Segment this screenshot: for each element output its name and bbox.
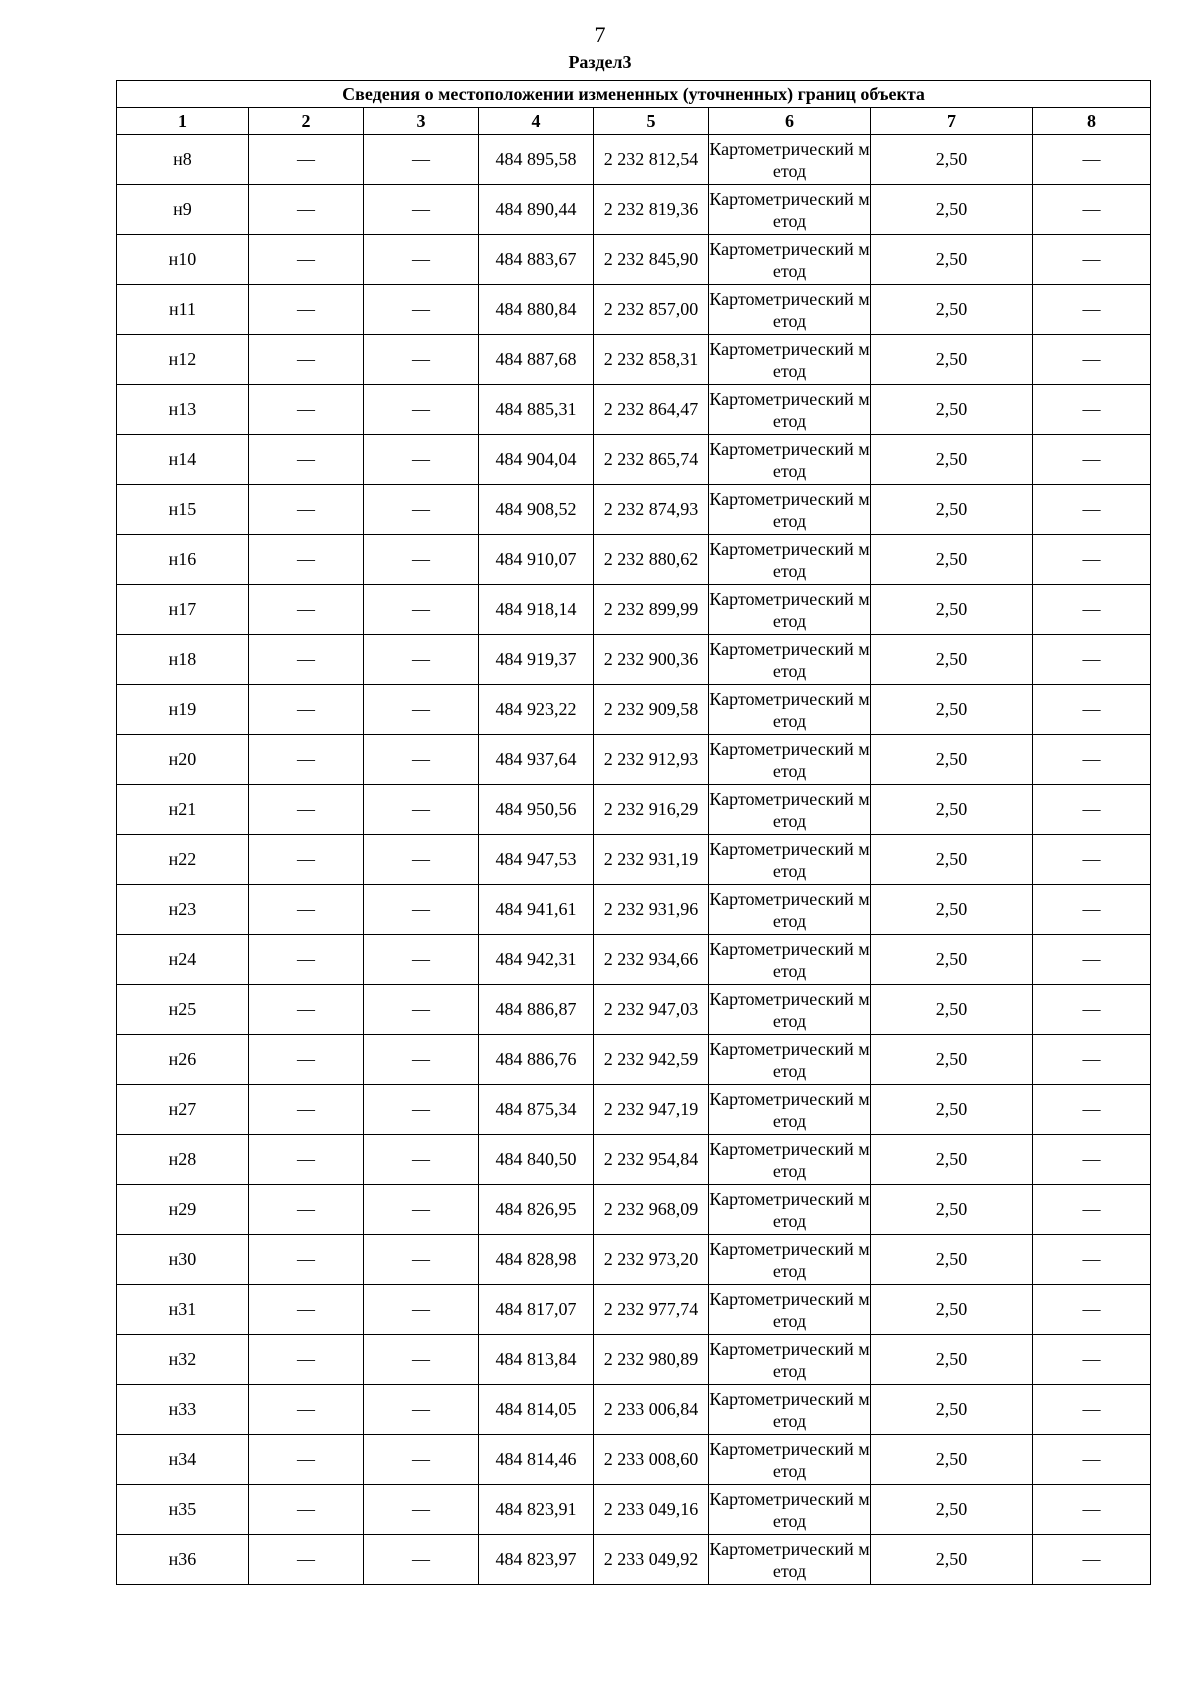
x-coordinate-cell: 484 813,84 bbox=[479, 1335, 594, 1385]
accuracy-cell: 2,50 bbox=[871, 735, 1033, 785]
empty-value-cell: — bbox=[1033, 1085, 1151, 1135]
table-row bbox=[117, 385, 1151, 435]
section-title: Раздел3 bbox=[568, 52, 632, 72]
x-coordinate-cell: 484 942,31 bbox=[479, 935, 594, 985]
x-coordinate-cell: 484 919,37 bbox=[479, 635, 594, 685]
x-coordinate-cell: 484 918,14 bbox=[479, 585, 594, 635]
empty-value-cell: — bbox=[249, 1035, 364, 1085]
y-coordinate-cell: 2 232 934,66 bbox=[594, 935, 709, 985]
y-coordinate-cell: 2 232 874,93 bbox=[594, 485, 709, 535]
point-number-cell: н24 bbox=[117, 935, 249, 985]
method-cell: Картометрический метод bbox=[709, 435, 871, 485]
empty-value-cell: — bbox=[1033, 285, 1151, 335]
x-coordinate-cell: 484 828,98 bbox=[479, 1235, 594, 1285]
empty-value-cell: — bbox=[364, 485, 479, 535]
x-coordinate-cell: 484 895,58 bbox=[479, 135, 594, 185]
table-row bbox=[117, 1435, 1151, 1485]
method-cell: Картометрический метод bbox=[709, 335, 871, 385]
empty-value-cell: — bbox=[364, 1335, 479, 1385]
table-row bbox=[117, 1535, 1151, 1585]
y-coordinate-cell: 2 232 880,62 bbox=[594, 535, 709, 585]
y-coordinate-cell: 2 233 006,84 bbox=[594, 1385, 709, 1435]
page-number: 7 bbox=[594, 22, 606, 47]
x-coordinate-cell: 484 947,53 bbox=[479, 835, 594, 885]
x-coordinate-cell: 484 908,52 bbox=[479, 485, 594, 535]
empty-value-cell: — bbox=[1033, 785, 1151, 835]
table-row bbox=[117, 1285, 1151, 1335]
empty-value-cell: — bbox=[364, 385, 479, 435]
y-coordinate-cell: 2 232 812,54 bbox=[594, 135, 709, 185]
method-cell: Картометрический метод bbox=[709, 1235, 871, 1285]
empty-value-cell: — bbox=[249, 985, 364, 1035]
x-coordinate-cell: 484 885,31 bbox=[479, 385, 594, 435]
y-coordinate-cell: 2 232 980,89 bbox=[594, 1335, 709, 1385]
method-cell: Картометрический метод bbox=[709, 635, 871, 685]
column-number-row bbox=[117, 108, 1151, 135]
method-cell: Картометрический метод bbox=[709, 785, 871, 835]
y-coordinate-cell: 2 233 008,60 bbox=[594, 1435, 709, 1485]
empty-value-cell: — bbox=[249, 1335, 364, 1385]
method-cell: Картометрический метод bbox=[709, 1435, 871, 1485]
empty-value-cell: — bbox=[249, 285, 364, 335]
accuracy-cell: 2,50 bbox=[871, 1185, 1033, 1235]
column-number: 8 bbox=[1033, 108, 1151, 135]
empty-value-cell: — bbox=[249, 885, 364, 935]
method-cell: Картометрический метод bbox=[709, 135, 871, 185]
point-number-cell: н25 bbox=[117, 985, 249, 1035]
accuracy-cell: 2,50 bbox=[871, 785, 1033, 835]
x-coordinate-cell: 484 937,64 bbox=[479, 735, 594, 785]
empty-value-cell: — bbox=[364, 935, 479, 985]
point-number-cell: н36 bbox=[117, 1535, 249, 1585]
method-cell: Картометрический метод bbox=[709, 585, 871, 635]
empty-value-cell: — bbox=[364, 1135, 479, 1185]
method-cell: Картометрический метод bbox=[709, 485, 871, 535]
empty-value-cell: — bbox=[364, 1085, 479, 1135]
y-coordinate-cell: 2 232 968,09 bbox=[594, 1185, 709, 1235]
empty-value-cell: — bbox=[364, 235, 479, 285]
y-coordinate-cell: 2 232 912,93 bbox=[594, 735, 709, 785]
table-caption: Сведения о местоположении измененных (уточненных) границ объекта bbox=[117, 81, 1151, 108]
table-row bbox=[117, 585, 1151, 635]
column-number: 4 bbox=[479, 108, 594, 135]
table-row bbox=[117, 185, 1151, 235]
table-row bbox=[117, 435, 1151, 485]
column-number: 3 bbox=[364, 108, 479, 135]
accuracy-cell: 2,50 bbox=[871, 1035, 1033, 1085]
empty-value-cell: — bbox=[249, 1385, 364, 1435]
y-coordinate-cell: 2 232 857,00 bbox=[594, 285, 709, 335]
accuracy-cell: 2,50 bbox=[871, 135, 1033, 185]
point-number-cell: н23 bbox=[117, 885, 249, 935]
point-number-cell: н32 bbox=[117, 1335, 249, 1385]
empty-value-cell: — bbox=[249, 585, 364, 635]
method-cell: Картометрический метод bbox=[709, 235, 871, 285]
empty-value-cell: — bbox=[364, 885, 479, 935]
empty-value-cell: — bbox=[364, 1385, 479, 1435]
y-coordinate-cell: 2 232 977,74 bbox=[594, 1285, 709, 1335]
empty-value-cell: — bbox=[249, 1135, 364, 1185]
empty-value-cell: — bbox=[249, 935, 364, 985]
empty-value-cell: — bbox=[249, 1435, 364, 1485]
table-body bbox=[117, 135, 1151, 1585]
point-number-cell: н22 bbox=[117, 835, 249, 885]
point-number-cell: н14 bbox=[117, 435, 249, 485]
method-cell: Картометрический метод bbox=[709, 1285, 871, 1335]
empty-value-cell: — bbox=[1033, 1035, 1151, 1085]
empty-value-cell: — bbox=[1033, 1285, 1151, 1335]
empty-value-cell: — bbox=[364, 435, 479, 485]
empty-value-cell: — bbox=[1033, 435, 1151, 485]
empty-value-cell: — bbox=[249, 835, 364, 885]
y-coordinate-cell: 2 232 900,36 bbox=[594, 635, 709, 685]
method-cell: Картометрический метод bbox=[709, 735, 871, 785]
table-row bbox=[117, 135, 1151, 185]
empty-value-cell: — bbox=[364, 1435, 479, 1485]
empty-value-cell: — bbox=[249, 385, 364, 435]
y-coordinate-cell: 2 232 845,90 bbox=[594, 235, 709, 285]
method-cell: Картометрический метод bbox=[709, 1035, 871, 1085]
accuracy-cell: 2,50 bbox=[871, 935, 1033, 985]
point-number-cell: н29 bbox=[117, 1185, 249, 1235]
empty-value-cell: — bbox=[364, 335, 479, 385]
table-row bbox=[117, 1235, 1151, 1285]
empty-value-cell: — bbox=[1033, 985, 1151, 1035]
empty-value-cell: — bbox=[1033, 835, 1151, 885]
empty-value-cell: — bbox=[364, 185, 479, 235]
point-number-cell: н31 bbox=[117, 1285, 249, 1335]
empty-value-cell: — bbox=[364, 585, 479, 635]
point-number-cell: н8 bbox=[117, 135, 249, 185]
x-coordinate-cell: 484 880,84 bbox=[479, 285, 594, 335]
empty-value-cell: — bbox=[1033, 535, 1151, 585]
empty-value-cell: — bbox=[249, 235, 364, 285]
method-cell: Картометрический метод bbox=[709, 885, 871, 935]
y-coordinate-cell: 2 232 819,36 bbox=[594, 185, 709, 235]
table-row bbox=[117, 335, 1151, 385]
point-number-cell: н11 bbox=[117, 285, 249, 335]
empty-value-cell: — bbox=[249, 685, 364, 735]
empty-value-cell: — bbox=[1033, 935, 1151, 985]
point-number-cell: н16 bbox=[117, 535, 249, 585]
accuracy-cell: 2,50 bbox=[871, 585, 1033, 635]
method-cell: Картометрический метод bbox=[709, 185, 871, 235]
x-coordinate-cell: 484 890,44 bbox=[479, 185, 594, 235]
accuracy-cell: 2,50 bbox=[871, 485, 1033, 535]
x-coordinate-cell: 484 883,67 bbox=[479, 235, 594, 285]
x-coordinate-cell: 484 910,07 bbox=[479, 535, 594, 585]
empty-value-cell: — bbox=[1033, 1335, 1151, 1385]
empty-value-cell: — bbox=[249, 435, 364, 485]
point-number-cell: н28 bbox=[117, 1135, 249, 1185]
point-number-cell: н27 bbox=[117, 1085, 249, 1135]
empty-value-cell: — bbox=[364, 985, 479, 1035]
accuracy-cell: 2,50 bbox=[871, 285, 1033, 335]
accuracy-cell: 2,50 bbox=[871, 1235, 1033, 1285]
x-coordinate-cell: 484 823,97 bbox=[479, 1535, 594, 1585]
y-coordinate-cell: 2 232 947,03 bbox=[594, 985, 709, 1035]
accuracy-cell: 2,50 bbox=[871, 1485, 1033, 1535]
y-coordinate-cell: 2 232 916,29 bbox=[594, 785, 709, 835]
method-cell: Картометрический метод bbox=[709, 535, 871, 585]
accuracy-cell: 2,50 bbox=[871, 635, 1033, 685]
empty-value-cell: — bbox=[1033, 1535, 1151, 1585]
method-cell: Картометрический метод bbox=[709, 1535, 871, 1585]
accuracy-cell: 2,50 bbox=[871, 185, 1033, 235]
empty-value-cell: — bbox=[364, 835, 479, 885]
empty-value-cell: — bbox=[364, 1485, 479, 1535]
empty-value-cell: — bbox=[249, 785, 364, 835]
empty-value-cell: — bbox=[1033, 185, 1151, 235]
boundary-coordinates-table bbox=[116, 80, 1151, 1585]
table-row bbox=[117, 1335, 1151, 1385]
point-number-cell: н18 bbox=[117, 635, 249, 685]
point-number-cell: н12 bbox=[117, 335, 249, 385]
empty-value-cell: — bbox=[249, 1185, 364, 1235]
accuracy-cell: 2,50 bbox=[871, 385, 1033, 435]
table-row bbox=[117, 485, 1151, 535]
empty-value-cell: — bbox=[364, 535, 479, 585]
empty-value-cell: — bbox=[1033, 685, 1151, 735]
empty-value-cell: — bbox=[1033, 1135, 1151, 1185]
empty-value-cell: — bbox=[1033, 585, 1151, 635]
table-row bbox=[117, 535, 1151, 585]
accuracy-cell: 2,50 bbox=[871, 335, 1033, 385]
point-number-cell: н17 bbox=[117, 585, 249, 635]
table-row bbox=[117, 1135, 1151, 1185]
empty-value-cell: — bbox=[364, 1285, 479, 1335]
y-coordinate-cell: 2 232 858,31 bbox=[594, 335, 709, 385]
table-row bbox=[117, 1085, 1151, 1135]
x-coordinate-cell: 484 941,61 bbox=[479, 885, 594, 935]
x-coordinate-cell: 484 814,05 bbox=[479, 1385, 594, 1435]
empty-value-cell: — bbox=[1033, 1185, 1151, 1235]
method-cell: Картометрический метод bbox=[709, 385, 871, 435]
column-number: 5 bbox=[594, 108, 709, 135]
empty-value-cell: — bbox=[1033, 1485, 1151, 1535]
method-cell: Картометрический метод bbox=[709, 985, 871, 1035]
accuracy-cell: 2,50 bbox=[871, 1085, 1033, 1135]
y-coordinate-cell: 2 232 947,19 bbox=[594, 1085, 709, 1135]
point-number-cell: н30 bbox=[117, 1235, 249, 1285]
empty-value-cell: — bbox=[249, 1535, 364, 1585]
table-row bbox=[117, 1035, 1151, 1085]
table-row bbox=[117, 735, 1151, 785]
y-coordinate-cell: 2 232 942,59 bbox=[594, 1035, 709, 1085]
accuracy-cell: 2,50 bbox=[871, 885, 1033, 935]
empty-value-cell: — bbox=[249, 1285, 364, 1335]
table-row bbox=[117, 985, 1151, 1035]
column-number: 7 bbox=[871, 108, 1033, 135]
empty-value-cell: — bbox=[1033, 335, 1151, 385]
table-row bbox=[117, 935, 1151, 985]
empty-value-cell: — bbox=[364, 785, 479, 835]
x-coordinate-cell: 484 887,68 bbox=[479, 335, 594, 385]
y-coordinate-cell: 2 232 954,84 bbox=[594, 1135, 709, 1185]
method-cell: Картометрический метод bbox=[709, 835, 871, 885]
accuracy-cell: 2,50 bbox=[871, 685, 1033, 735]
accuracy-cell: 2,50 bbox=[871, 435, 1033, 485]
accuracy-cell: 2,50 bbox=[871, 1135, 1033, 1185]
method-cell: Картометрический метод bbox=[709, 1335, 871, 1385]
table-row bbox=[117, 835, 1151, 885]
table-row bbox=[117, 885, 1151, 935]
empty-value-cell: — bbox=[249, 535, 364, 585]
empty-value-cell: — bbox=[249, 735, 364, 785]
y-coordinate-cell: 2 233 049,16 bbox=[594, 1485, 709, 1535]
x-coordinate-cell: 484 886,76 bbox=[479, 1035, 594, 1085]
accuracy-cell: 2,50 bbox=[871, 835, 1033, 885]
method-cell: Картометрический метод bbox=[709, 685, 871, 735]
accuracy-cell: 2,50 bbox=[871, 985, 1033, 1035]
table-row bbox=[117, 1385, 1151, 1435]
point-number-cell: н34 bbox=[117, 1435, 249, 1485]
point-number-cell: н20 bbox=[117, 735, 249, 785]
x-coordinate-cell: 484 814,46 bbox=[479, 1435, 594, 1485]
empty-value-cell: — bbox=[364, 735, 479, 785]
empty-value-cell: — bbox=[249, 335, 364, 385]
x-coordinate-cell: 484 823,91 bbox=[479, 1485, 594, 1535]
accuracy-cell: 2,50 bbox=[871, 1335, 1033, 1385]
empty-value-cell: — bbox=[249, 1485, 364, 1535]
y-coordinate-cell: 2 232 909,58 bbox=[594, 685, 709, 735]
x-coordinate-cell: 484 923,22 bbox=[479, 685, 594, 735]
x-coordinate-cell: 484 875,34 bbox=[479, 1085, 594, 1135]
accuracy-cell: 2,50 bbox=[871, 235, 1033, 285]
empty-value-cell: — bbox=[364, 1535, 479, 1585]
table-row bbox=[117, 1485, 1151, 1535]
method-cell: Картометрический метод bbox=[709, 285, 871, 335]
x-coordinate-cell: 484 950,56 bbox=[479, 785, 594, 835]
empty-value-cell: — bbox=[1033, 635, 1151, 685]
point-number-cell: н10 bbox=[117, 235, 249, 285]
empty-value-cell: — bbox=[1033, 385, 1151, 435]
empty-value-cell: — bbox=[249, 135, 364, 185]
accuracy-cell: 2,50 bbox=[871, 1385, 1033, 1435]
empty-value-cell: — bbox=[249, 185, 364, 235]
point-number-cell: н26 bbox=[117, 1035, 249, 1085]
accuracy-cell: 2,50 bbox=[871, 535, 1033, 585]
table-row bbox=[117, 285, 1151, 335]
y-coordinate-cell: 2 232 865,74 bbox=[594, 435, 709, 485]
empty-value-cell: — bbox=[364, 635, 479, 685]
method-cell: Картометрический метод bbox=[709, 1085, 871, 1135]
x-coordinate-cell: 484 826,95 bbox=[479, 1185, 594, 1235]
table-row bbox=[117, 635, 1151, 685]
x-coordinate-cell: 484 840,50 bbox=[479, 1135, 594, 1185]
empty-value-cell: — bbox=[249, 1235, 364, 1285]
point-number-cell: н9 bbox=[117, 185, 249, 235]
y-coordinate-cell: 2 233 049,92 bbox=[594, 1535, 709, 1585]
point-number-cell: н19 bbox=[117, 685, 249, 735]
empty-value-cell: — bbox=[1033, 485, 1151, 535]
empty-value-cell: — bbox=[364, 1185, 479, 1235]
column-number: 1 bbox=[117, 108, 249, 135]
y-coordinate-cell: 2 232 864,47 bbox=[594, 385, 709, 435]
point-number-cell: н33 bbox=[117, 1385, 249, 1435]
point-number-cell: н13 bbox=[117, 385, 249, 435]
table-row bbox=[117, 1185, 1151, 1235]
y-coordinate-cell: 2 232 931,19 bbox=[594, 835, 709, 885]
table-row bbox=[117, 785, 1151, 835]
column-number: 6 bbox=[709, 108, 871, 135]
x-coordinate-cell: 484 817,07 bbox=[479, 1285, 594, 1335]
method-cell: Картометрический метод bbox=[709, 1185, 871, 1235]
empty-value-cell: — bbox=[1033, 1235, 1151, 1285]
empty-value-cell: — bbox=[364, 285, 479, 335]
empty-value-cell: — bbox=[1033, 735, 1151, 785]
empty-value-cell: — bbox=[249, 635, 364, 685]
point-number-cell: н35 bbox=[117, 1485, 249, 1535]
accuracy-cell: 2,50 bbox=[871, 1535, 1033, 1585]
empty-value-cell: — bbox=[1033, 1385, 1151, 1435]
empty-value-cell: — bbox=[364, 135, 479, 185]
method-cell: Картометрический метод bbox=[709, 1485, 871, 1535]
accuracy-cell: 2,50 bbox=[871, 1435, 1033, 1485]
empty-value-cell: — bbox=[1033, 135, 1151, 185]
y-coordinate-cell: 2 232 973,20 bbox=[594, 1235, 709, 1285]
empty-value-cell: — bbox=[364, 685, 479, 735]
table-row bbox=[117, 685, 1151, 735]
empty-value-cell: — bbox=[364, 1235, 479, 1285]
method-cell: Картометрический метод bbox=[709, 935, 871, 985]
method-cell: Картометрический метод bbox=[709, 1385, 871, 1435]
accuracy-cell: 2,50 bbox=[871, 1285, 1033, 1335]
empty-value-cell: — bbox=[1033, 1435, 1151, 1485]
column-number: 2 bbox=[249, 108, 364, 135]
table-caption-row bbox=[117, 81, 1151, 108]
empty-value-cell: — bbox=[249, 485, 364, 535]
method-cell: Картометрический метод bbox=[709, 1135, 871, 1185]
x-coordinate-cell: 484 886,87 bbox=[479, 985, 594, 1035]
point-number-cell: н15 bbox=[117, 485, 249, 535]
x-coordinate-cell: 484 904,04 bbox=[479, 435, 594, 485]
empty-value-cell: — bbox=[1033, 885, 1151, 935]
empty-value-cell: — bbox=[1033, 235, 1151, 285]
empty-value-cell: — bbox=[364, 1035, 479, 1085]
table-row bbox=[117, 235, 1151, 285]
y-coordinate-cell: 2 232 899,99 bbox=[594, 585, 709, 635]
y-coordinate-cell: 2 232 931,96 bbox=[594, 885, 709, 935]
empty-value-cell: — bbox=[249, 1085, 364, 1135]
point-number-cell: н21 bbox=[117, 785, 249, 835]
